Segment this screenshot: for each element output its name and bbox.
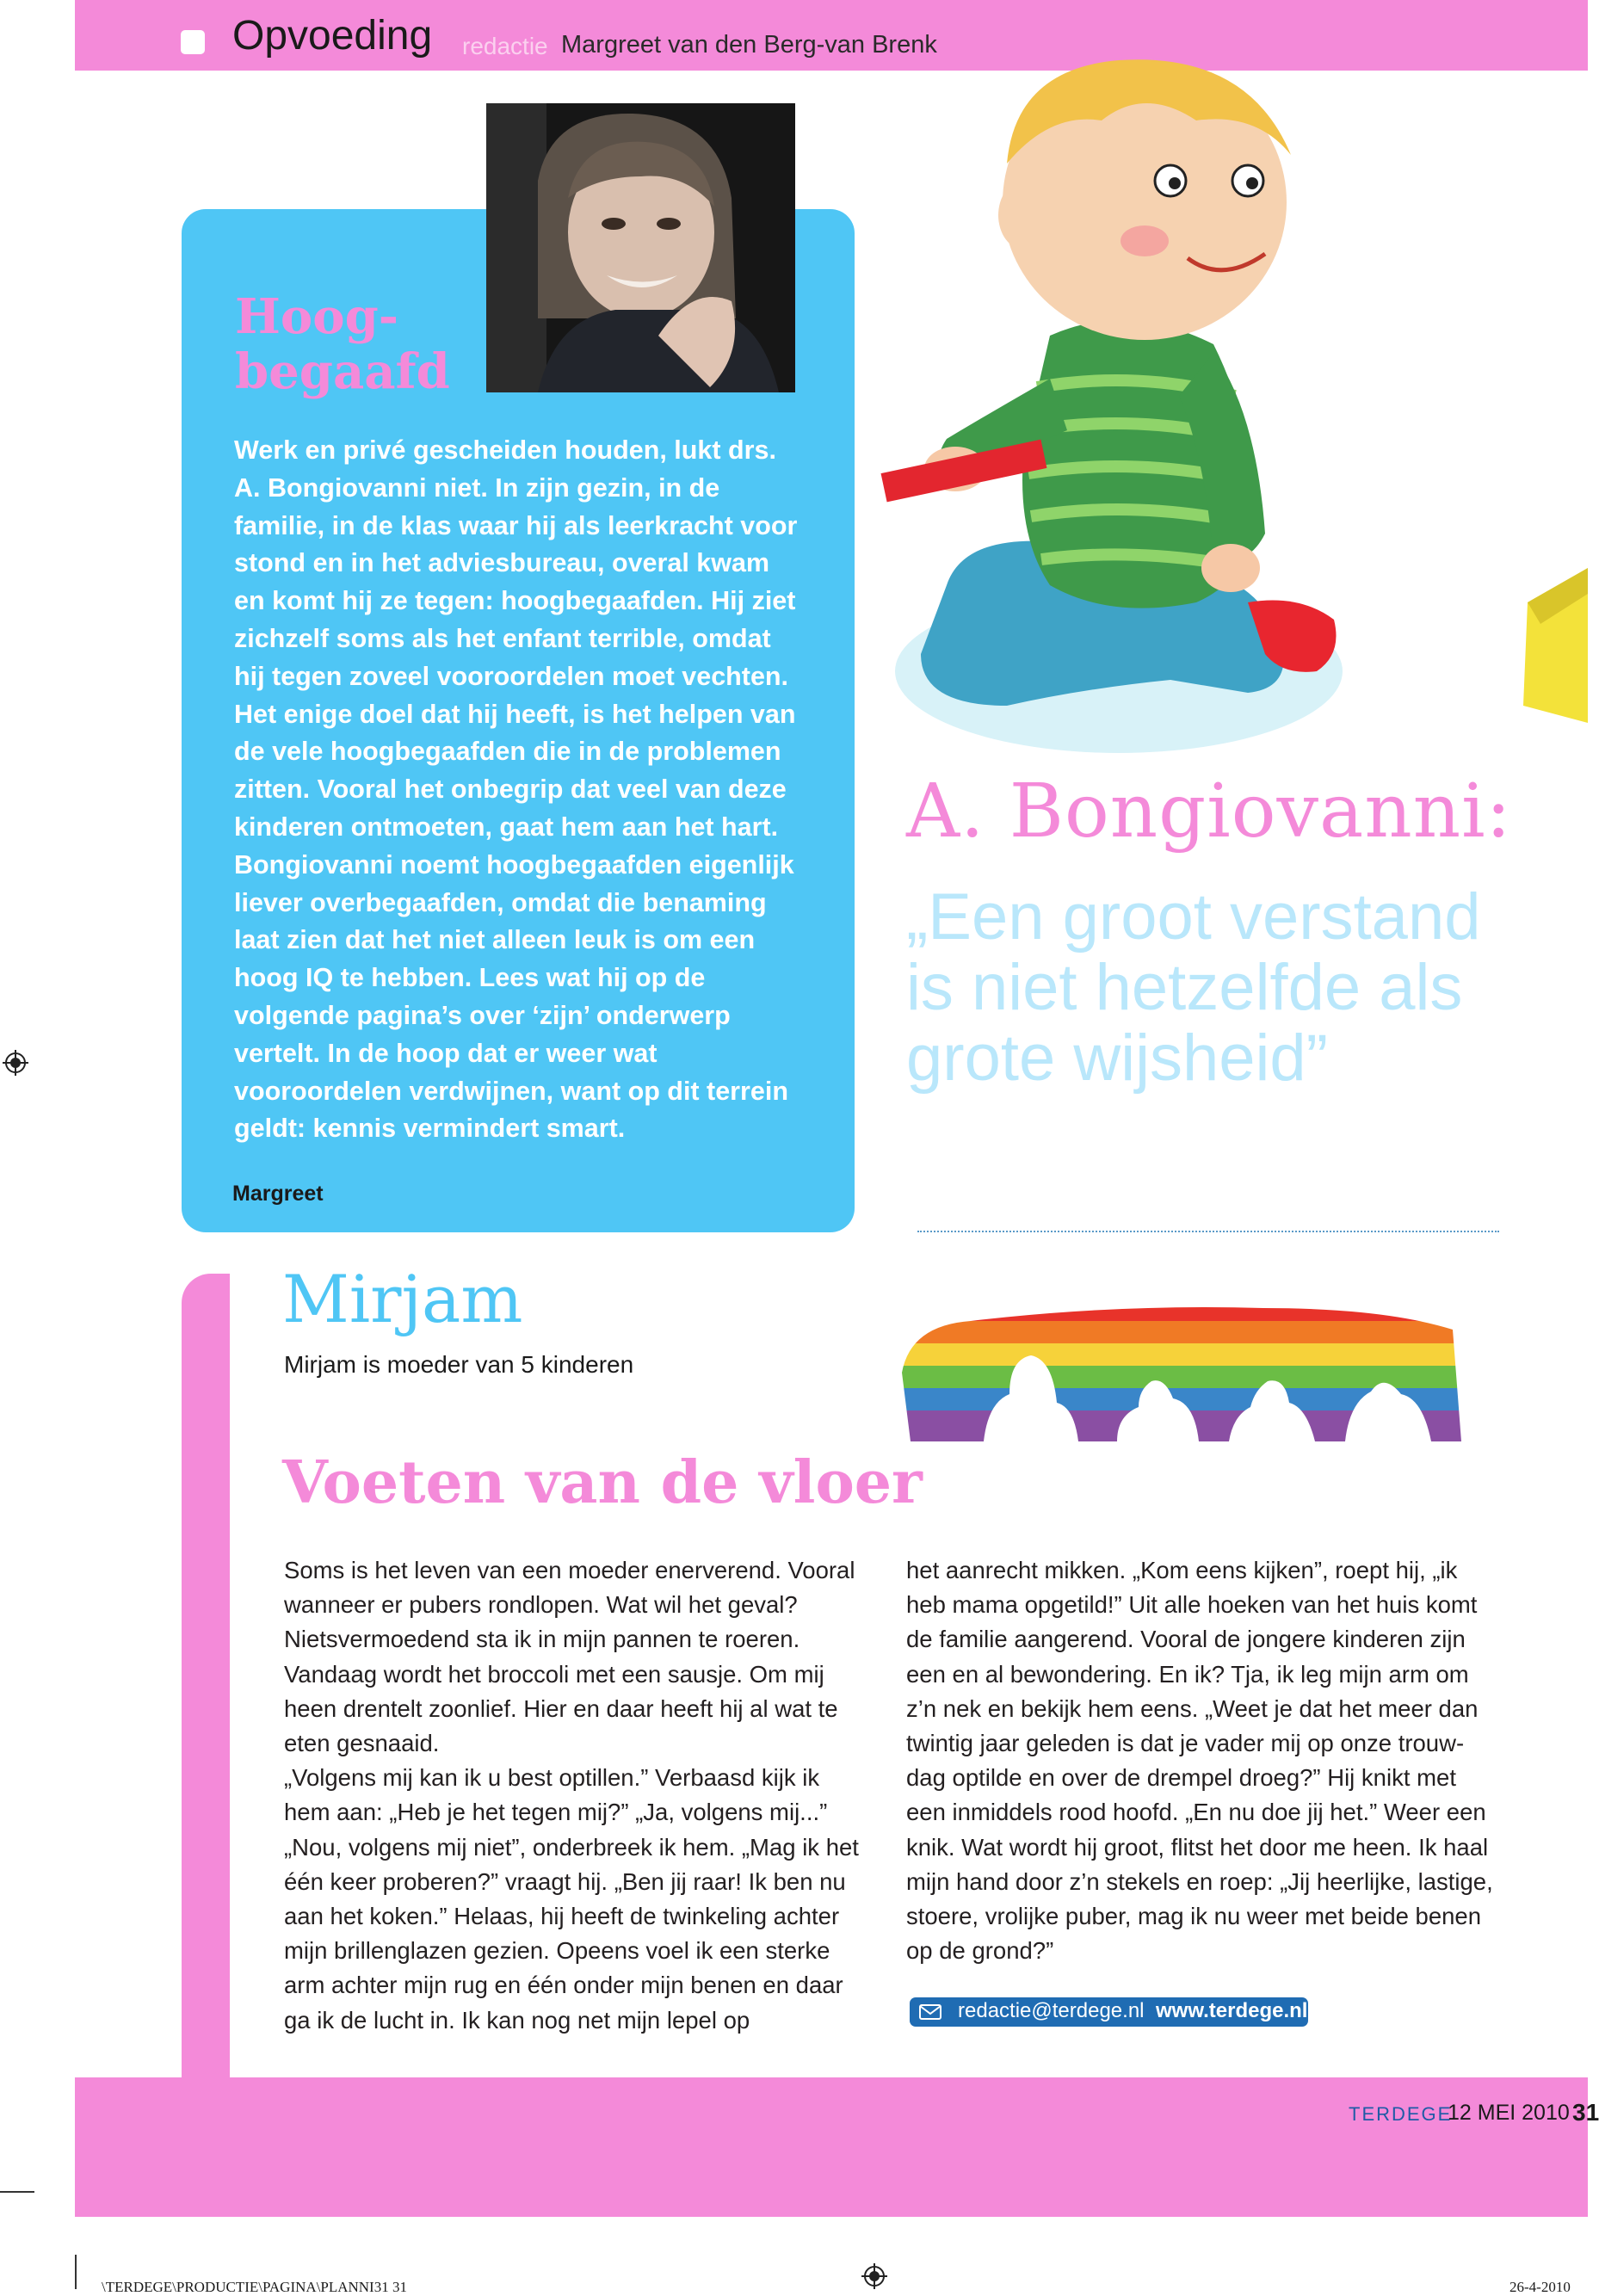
footer-magazine: TERDEGE: [1349, 2103, 1453, 2125]
column-subtitle: Mirjam is moeder van 5 kinderen: [284, 1351, 634, 1378]
footer-page-number: 31: [1572, 2099, 1599, 2126]
column-bracket: [182, 1274, 232, 2077]
intro-text: Werk en privé gescheiden houden, lukt drs. A. Bongiovanni niet. In zijn gezin, in de familie, in de klas waar hij als leerkracht voor stond en in het adviesbureau, overal kwam en komt hij ze tegen: hoogbegaafden. Hij ziet zichzelf soms als het enfant terrible, omdat hij tegen zoveel vooroordelen moet vechten. Het enige doel dat hij heeft, is het helpen van de vele hoogbegaafden die in de problemen zitten. Vooral het onbegrip dat veel van deze kinderen ontmoeten, gaat hem aan het hart. Bongiovanni noemt hoogbegaafden eigenlijk liever overbegaafden, omdat die benaming laat zien dat het niet alleen leuk is om een hoog IQ te hebben. Lees wat hij op de volgende pagina’s over ‘zijn’ onderwerp vertelt. In de hoop dat er weer wat vooroordelen verdwijnen, want op dit terrein geldt: kennis vermindert smart.: [234, 435, 798, 1144]
quote-name: A. Bongiovanni:: [906, 768, 1512, 855]
print-date: 26-4-2010: [1509, 2279, 1571, 2295]
quote-text: „Een groot verstand is niet hetzelfde als grote wijsheid”: [906, 880, 1481, 1095]
registration-mark-icon: [3, 1050, 28, 1076]
editor-name: Margreet van den Berg-van Brenk: [561, 31, 937, 59]
article-body-left: Soms is het leven van een moeder enerverend. Vooral wanneer er pubers rondlopen. Wat wil het geval? Nietsvermoedend sta ik in mijn pannen te roeren. Vandaag wordt het broccoli met een sausje. Om mij heen drentelt zoonlief. Hier en daar heeft hij al wat te eten gesnaaid. „Volgens mij kan ik u best optillen.” Verbaasd kijk ik hem aan: „Heb je het tegen mij?” „Ja, volgens mij...” „Nou, volgens mij niet”, onderbreek ik hem. „Mag ik het één keer proberen?” vraagt hij. „Ben jij raar! Ik ben nu aan het koken.” Helaas, hij heeft de twinkeling achter mijn brillenglazen gezien. Opeens voel ik een sterke arm achter mijn rug en één onder mijn benen en daar ga ik de lucht in. Ik kan nog net mijn lepel op: [284, 1557, 859, 2034]
contact-website-link[interactable]: www.terdege.nl: [1156, 1999, 1308, 2022]
section-title: Opvoeding: [232, 13, 433, 59]
boy-illustration: [886, 52, 1588, 852]
column-bracket-inner: [230, 1274, 247, 2077]
intro-heading: Hoog- begaafd: [235, 288, 450, 400]
registration-mark-icon: [861, 2263, 887, 2289]
footer-band: [75, 2077, 1588, 2217]
contact-email-link[interactable]: redactie@terdege.nl: [958, 1999, 1145, 2022]
trim-mark: [0, 2191, 34, 2193]
print-slug: \TERDEGE\PRODUCTIE\PAGINA\PLANNI31 31: [102, 2279, 407, 2295]
editor-portrait: [486, 103, 795, 392]
article-title: Voeten van de vloer: [282, 1448, 923, 1517]
rainbow-silhouette-image: [902, 1295, 1461, 1448]
footer-date: 12 MEI 2010: [1448, 2101, 1570, 2125]
section-marker-icon: [181, 30, 205, 54]
column-name: Mirjam: [282, 1261, 523, 1337]
trim-mark: [75, 2255, 77, 2289]
mail-icon: [919, 2004, 941, 2020]
intro-signature: Margreet: [232, 1182, 324, 1206]
quote-divider: [917, 1231, 1499, 1232]
article-body-right: het aanrecht mikken. „Kom eens kijken”, roept hij, „ik heb mama opgetild!” Uit alle hoeken van het huis komt de familie aangerend. Vooral de jongere kinderen zijn een en al bewondering. En ik? Tja, ik leg mijn arm om z’n nek en bekijk hem eens. „Weet je dat het meer dan twintig jaar geleden is dat je vader mij op onze trouw-dag optilde en over de drempel droeg?” Hij knikt met een inmiddels rood hoofd. „En nu doe jij het.” Weer een knik. Wat wordt hij groot, flitst het door me heen. Ik haal mijn hand door z’n stekels en roep: „Jij heerlijke, lastige, stoere, vrolijke puber, mag ik nu weer met beide benen op de grond?”: [906, 1557, 1493, 1965]
editor-label: redactie: [462, 33, 548, 59]
